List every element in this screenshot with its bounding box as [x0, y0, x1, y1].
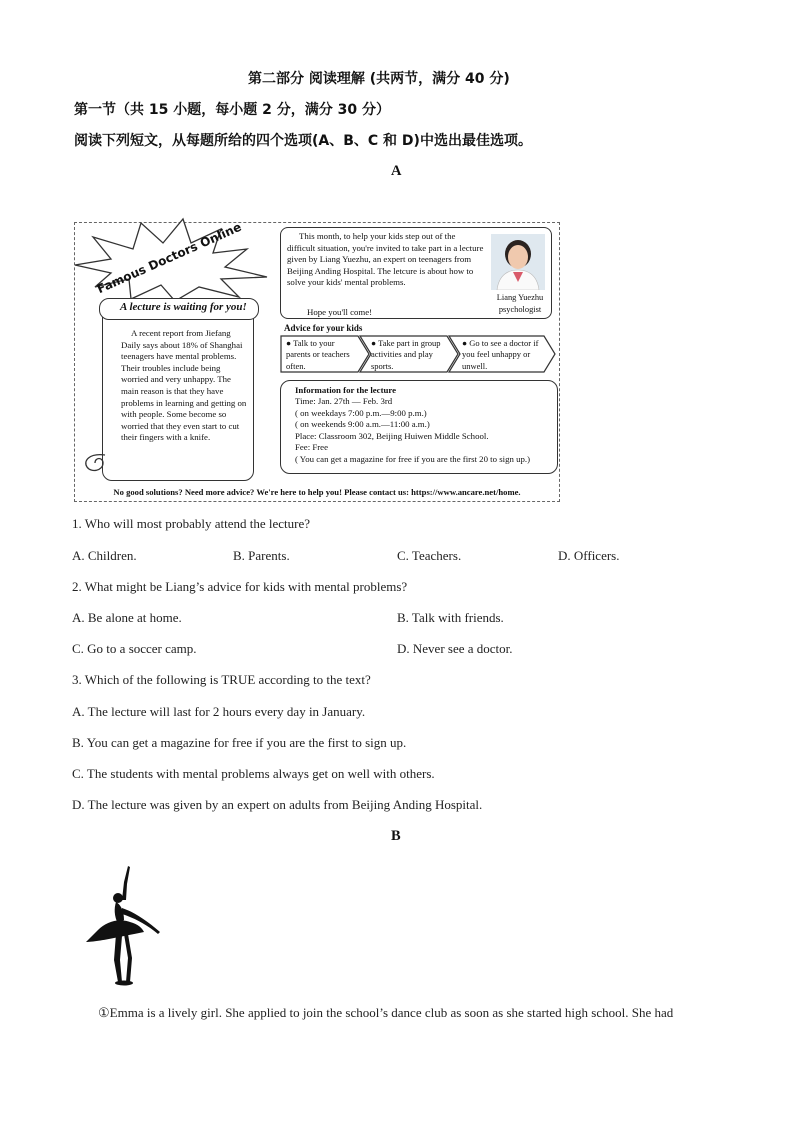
poster-footer: No good solutions? Need more advice? We're here to help you! Please contact us: https://www.ancare.net/home.: [113, 487, 521, 497]
question-3-option-d[interactable]: D. The lecture was given by an expert on adults from Beijing Anding Hospital.: [72, 797, 483, 812]
info-scroll: [280, 380, 558, 474]
question-1-option-d[interactable]: D. Officers.: [558, 548, 620, 563]
info-line: ( You can get a magazine for free if you are the first 20 to sign up.): [295, 453, 530, 464]
advice-text-3: Go to see a doctor if you feel unhappy or unwell.: [462, 338, 539, 371]
passage-b-label: B: [391, 828, 401, 844]
photo-caption-name: Liang Yuezhu: [496, 293, 544, 302]
info-title: Information for the lecture: [295, 385, 397, 395]
passage-b-first-line: ①Emma is a lively girl. She applied to join the school’s dance club as soon as she started high school. She had: [98, 1005, 674, 1020]
intro-closing: Hope you'll come!: [307, 307, 373, 317]
info-lines: [295, 396, 557, 466]
info-line: Place: Classroom 302, Beijing Huiwen Middle School.: [295, 430, 489, 441]
passage-a-label: A: [391, 163, 402, 179]
question-1-option-c[interactable]: C. Teachers.: [397, 548, 462, 563]
question-2-option-a[interactable]: A. Be alone at home.: [72, 610, 182, 625]
photo-caption-role: psychologist: [498, 305, 542, 314]
advice-item-2: ● Take part in group activities and play sports.: [359, 335, 459, 373]
section-title: 第一节（共 15 小题，每小题 2 分，满分 30 分）: [74, 102, 390, 118]
left-scroll-body: A recent report from Jiefang Daily says about 18% of Shanghai teenagers have mental problems. Their troubles include being worried and very unhappy. The main reason is that they have problems in learning and getting on with people. Some become so worried that they even start to cut their fingers with a knife.: [121, 328, 247, 443]
doctor-photo: [491, 234, 545, 290]
lecture-poster: [74, 219, 560, 502]
question-3-option-b[interactable]: B. You can get a magazine for free if you are the first to sign up.: [72, 735, 407, 750]
question-1-option-a[interactable]: A. Children.: [72, 548, 137, 563]
advice-text-1: Talk to your parents or teachers often.: [286, 338, 350, 371]
instruction-text: 阅读下列短文，从每题所给的四个选项(A、B、C 和 D)中选出最佳选项。: [74, 133, 532, 149]
question-2-option-c[interactable]: C. Go to a soccer camp.: [72, 641, 197, 656]
advice-item-3: ● Go to see a doctor if you feel unhappy or unwell.: [448, 335, 558, 373]
info-line: Time: Jan. 27th — Feb. 3rd: [295, 396, 393, 406]
intro-box: [280, 227, 552, 319]
info-line: ( on weekends 9:00 a.m.—11:00 a.m.): [295, 419, 430, 430]
part-title: 第二部分 阅读理解 (共两节，满分 40 分): [248, 71, 510, 87]
advice-item-1: ● Talk to your parents or teachers often.: [280, 335, 370, 373]
question-3-option-a[interactable]: A. The lecture will last for 2 hours every day in January.: [72, 704, 366, 719]
scroll-curl-icon: [81, 451, 111, 475]
left-scroll-title: A lecture is waiting for you!: [120, 301, 247, 313]
advice-text-2: Take part in group activities and play sports.: [371, 338, 441, 371]
ballerina-silhouette-icon: [84, 864, 164, 988]
info-line: Fee: Free: [295, 442, 328, 453]
doctor-portrait-icon: [491, 234, 545, 290]
info-line: ( on weekdays 7:00 p.m.—9:00 p.m.): [295, 407, 427, 418]
left-scroll: [102, 299, 254, 481]
intro-body: This month, to help your kids step out of the difficult situation, you're invited to take part in a lecture given by Liang Yuezhu, an expert on teenagers from Beijing Anding Hospital. The letcure is about how to solve your kids' mental problems.: [287, 231, 484, 288]
question-2-option-b[interactable]: B. Talk with friends.: [397, 610, 504, 625]
left-scroll-title-bar: [99, 298, 259, 320]
question-1-option-b[interactable]: B. Parents.: [233, 548, 290, 563]
question-2-stem: 2. What might be Liang’s advice for kids with mental problems?: [72, 579, 408, 594]
question-2-option-d[interactable]: D. Never see a doctor.: [397, 641, 513, 656]
question-1-stem: 1. Who will most probably attend the lecture?: [72, 516, 311, 531]
question-3-stem: 3. Which of the following is TRUE according to the text?: [72, 672, 371, 687]
question-3-option-c[interactable]: C. The students with mental problems always get on well with others.: [72, 766, 435, 781]
banner-title: Famous Doctors Online: [94, 219, 244, 297]
advice-title: Advice for your kids: [284, 323, 363, 333]
